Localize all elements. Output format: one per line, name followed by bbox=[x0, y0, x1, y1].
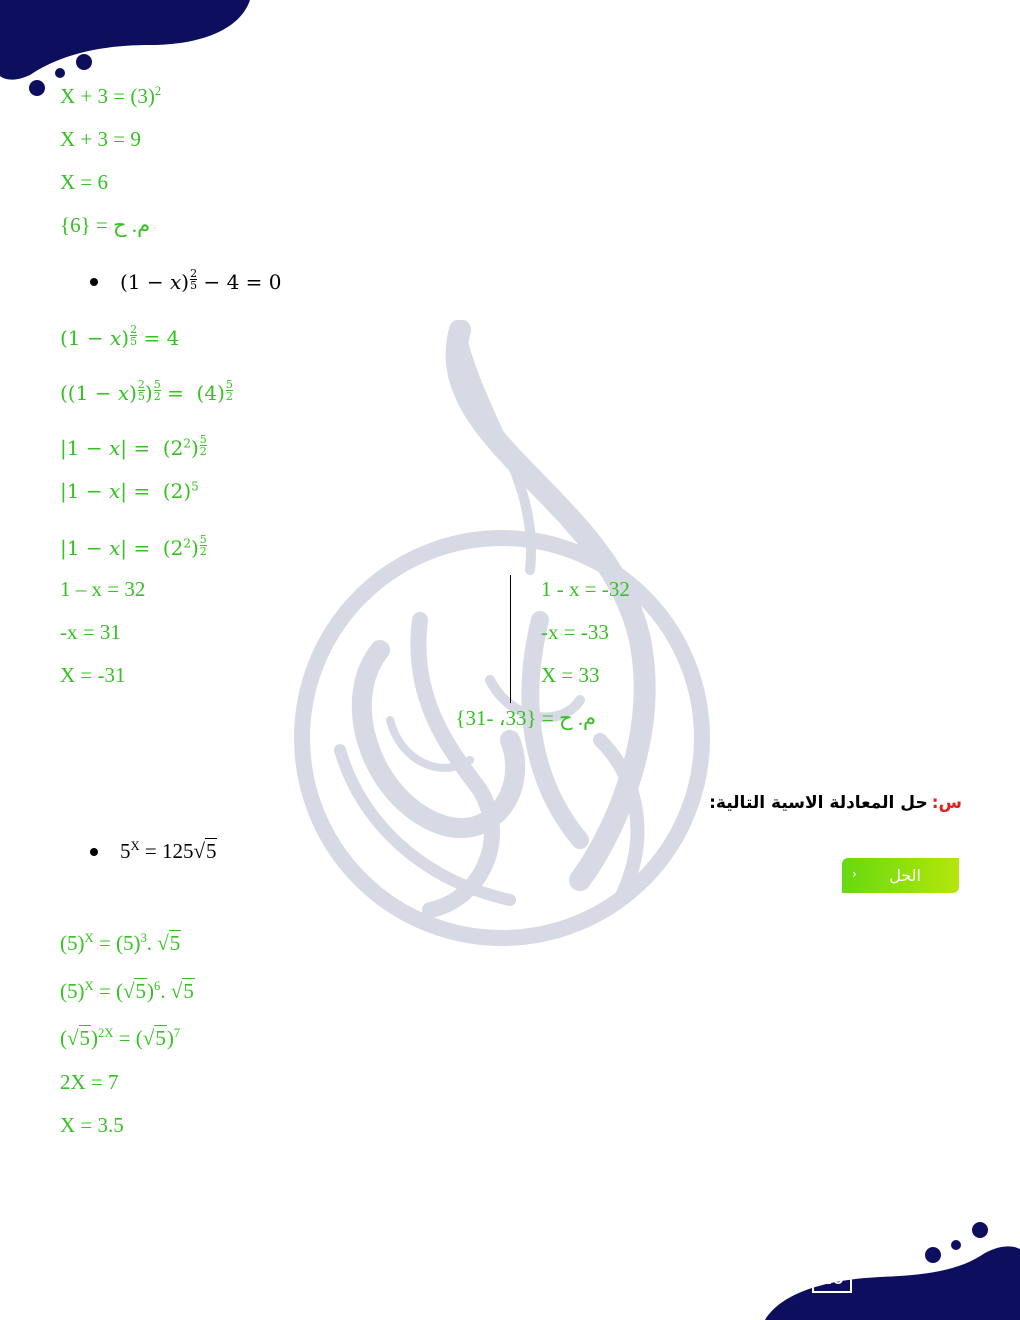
case-line: -x = 31 bbox=[60, 620, 121, 644]
page-number: 10 bbox=[812, 1261, 852, 1293]
step-line: (1 − x) $\frac{2}{5}$ = 4 bbox=[60, 323, 180, 350]
case-line: X = -31 bbox=[60, 663, 126, 687]
step-line: $|1 - x| = (2)^5$ bbox=[60, 479, 199, 503]
case-line: -x = -33 bbox=[541, 620, 609, 644]
step-line: $|1 - x| = (2^2)$ $\frac{5}{2}$ bbox=[60, 533, 207, 560]
solution-set: {6} = م. ح bbox=[60, 213, 151, 237]
question-text: حل المعادلة الاسية التالية: bbox=[709, 793, 928, 813]
question-label: س: bbox=[931, 793, 962, 813]
step-line: $(5)^X = (√5)^6$. √5 bbox=[60, 979, 194, 1003]
case-line: X = 33 bbox=[541, 663, 600, 687]
case-line: 1 - x = -32 bbox=[541, 577, 630, 601]
step-line: X = 6 bbox=[60, 170, 109, 194]
step-line: X + 3 = 9 bbox=[60, 127, 141, 151]
step-line: $(5)^X = (5)^3$. √5 bbox=[60, 931, 181, 955]
corner-blob-decoration bbox=[760, 1215, 1020, 1320]
step-line: ((1 − x) $\frac{2}{5}$ ) $\frac{5}{2}$ = (4) $\frac{5}{2}$ bbox=[60, 378, 233, 405]
solution-set: م. ح = {33، -31} bbox=[455, 706, 596, 730]
chevron-icon: › bbox=[852, 867, 857, 881]
equation-problem-3: $5^X = 125√5$ bbox=[120, 839, 217, 863]
case-line: 1 – x = 32 bbox=[60, 577, 146, 601]
question-heading bbox=[709, 793, 962, 813]
solution-button[interactable] bbox=[842, 858, 959, 893]
step-line: X = 3.5 bbox=[60, 1113, 124, 1137]
solution-button-label: الحل bbox=[889, 866, 921, 885]
case-divider bbox=[510, 575, 511, 703]
step-line: $X + 3 = (3)^2$ bbox=[60, 84, 162, 108]
equation-problem-2: (1 − x) $\frac{2}{5}$ − 4 = 0 bbox=[120, 267, 282, 294]
step-line: $(√5)^{2X} = (√5)^7$ bbox=[60, 1026, 181, 1050]
bullet bbox=[90, 278, 98, 286]
watermark-calligraphy-logo bbox=[280, 320, 760, 1000]
bullet bbox=[90, 848, 98, 856]
step-line: $|1 - x| = (2^2)$ $\frac{5}{2}$ bbox=[60, 433, 207, 460]
step-line: 2X = 7 bbox=[60, 1070, 119, 1094]
